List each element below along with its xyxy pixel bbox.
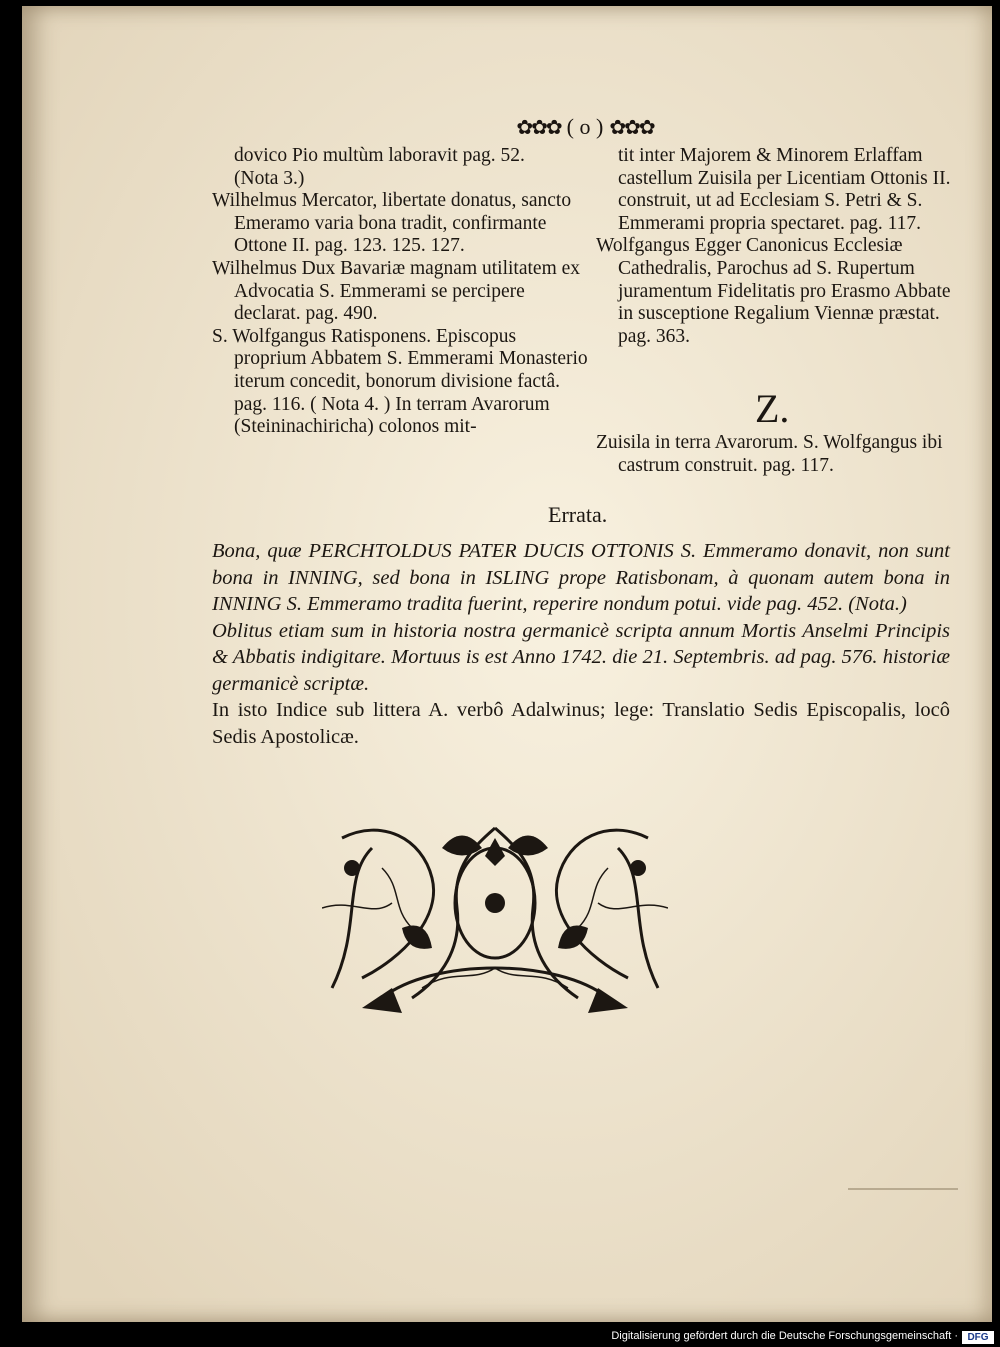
footer-credit: Digitalisierung gefördert durch die Deutsche Forschungsgemeinschaft · <box>611 1330 958 1342</box>
index-entry: Wilhelmus Mercator, libertate donatus, sancto Emeramo varia bona tradit, confirmante Ottone II. pag. 123. 125. 127. <box>212 190 572 257</box>
right-column <box>596 145 951 348</box>
index-line: dovico Pio multùm laboravit pag. 52. <box>234 145 525 166</box>
margin-mark <box>848 1188 958 1190</box>
index-entry: S. Wolfgangus Ratisponens. Episcopus proprium Abbatem S. Emmerami Monasterio iterum concedit, bonorum divisione factâ. pag. 116. ( Nota 4. ) In terram Avarorum (Steininachiricha) colonos mit- <box>212 325 588 438</box>
right-column-z <box>596 432 951 477</box>
left-column <box>212 145 588 439</box>
section-letter: Z. <box>755 386 790 431</box>
index-entry: Wolfgangus Egger Canonicus Ecclesiæ Cathedralis, Parochus ad S. Rupertum juramentum Fidelitatis pro Erasmo Abbate in susceptione Regalium Viennæ præstat. pag. 363. <box>596 235 951 347</box>
index-entry: Wilhelmus Dux Bavariæ magnam utilitatem ex Advocatia S. Emmerami se percipere declarat. pag. 490. <box>212 257 581 325</box>
digitization-footer <box>0 1329 1000 1347</box>
errata-paragraph: Bona, quæ PERCHTOLDUS PATER DUCIS OTTONIS S. Emmeramo donavit, non sunt bona in INNING, sed bona in ISLING prope Ratisbonam, à quonam autem bona in INNING S. Emmeramo tradita fuerint, reperire nondum potui. vide pag. 452. (Nota.) <box>212 540 950 615</box>
ornament-left-icon: ✿✿✿ <box>516 116 561 139</box>
running-header <box>470 110 700 144</box>
errata-title: Errata. <box>548 502 608 527</box>
index-line: tit inter Majorem & Minorem Erlaffam castellum Zuisila per Licentiam Ottonis II. construit, ut ad Ecclesiam S. Petri & S. Emmerami propria spectaret. pag. 117. <box>618 145 951 234</box>
index-entry: Zuisila in terra Avarorum. S. Wolfgangus ibi castrum construit. pag. 117. <box>596 432 943 476</box>
dfg-logo-icon: DFG <box>962 1331 994 1344</box>
page-number: ( o ) <box>566 114 604 139</box>
ornament-right-icon: ✿✿✿ <box>609 116 654 139</box>
ornamental-vignette-icon <box>322 808 668 1016</box>
errata-paragraph: Oblitus etiam sum in historia nostra germanicè scripta annum Mortis Anselmi Principis & Abbatis indigitare. Mortuus is est Anno 1742. die 21. Septembris. ad pag. 576. historiæ germanicè scriptæ. <box>212 619 950 695</box>
index-line: (Nota 3.) <box>234 167 305 189</box>
errata-block <box>212 538 950 750</box>
errata-paragraph: In isto Indice sub littera A. verbô Adalwinus; lege: Translatio Sedis Episcopalis, locô Sedis Apostolicæ. <box>212 699 950 748</box>
